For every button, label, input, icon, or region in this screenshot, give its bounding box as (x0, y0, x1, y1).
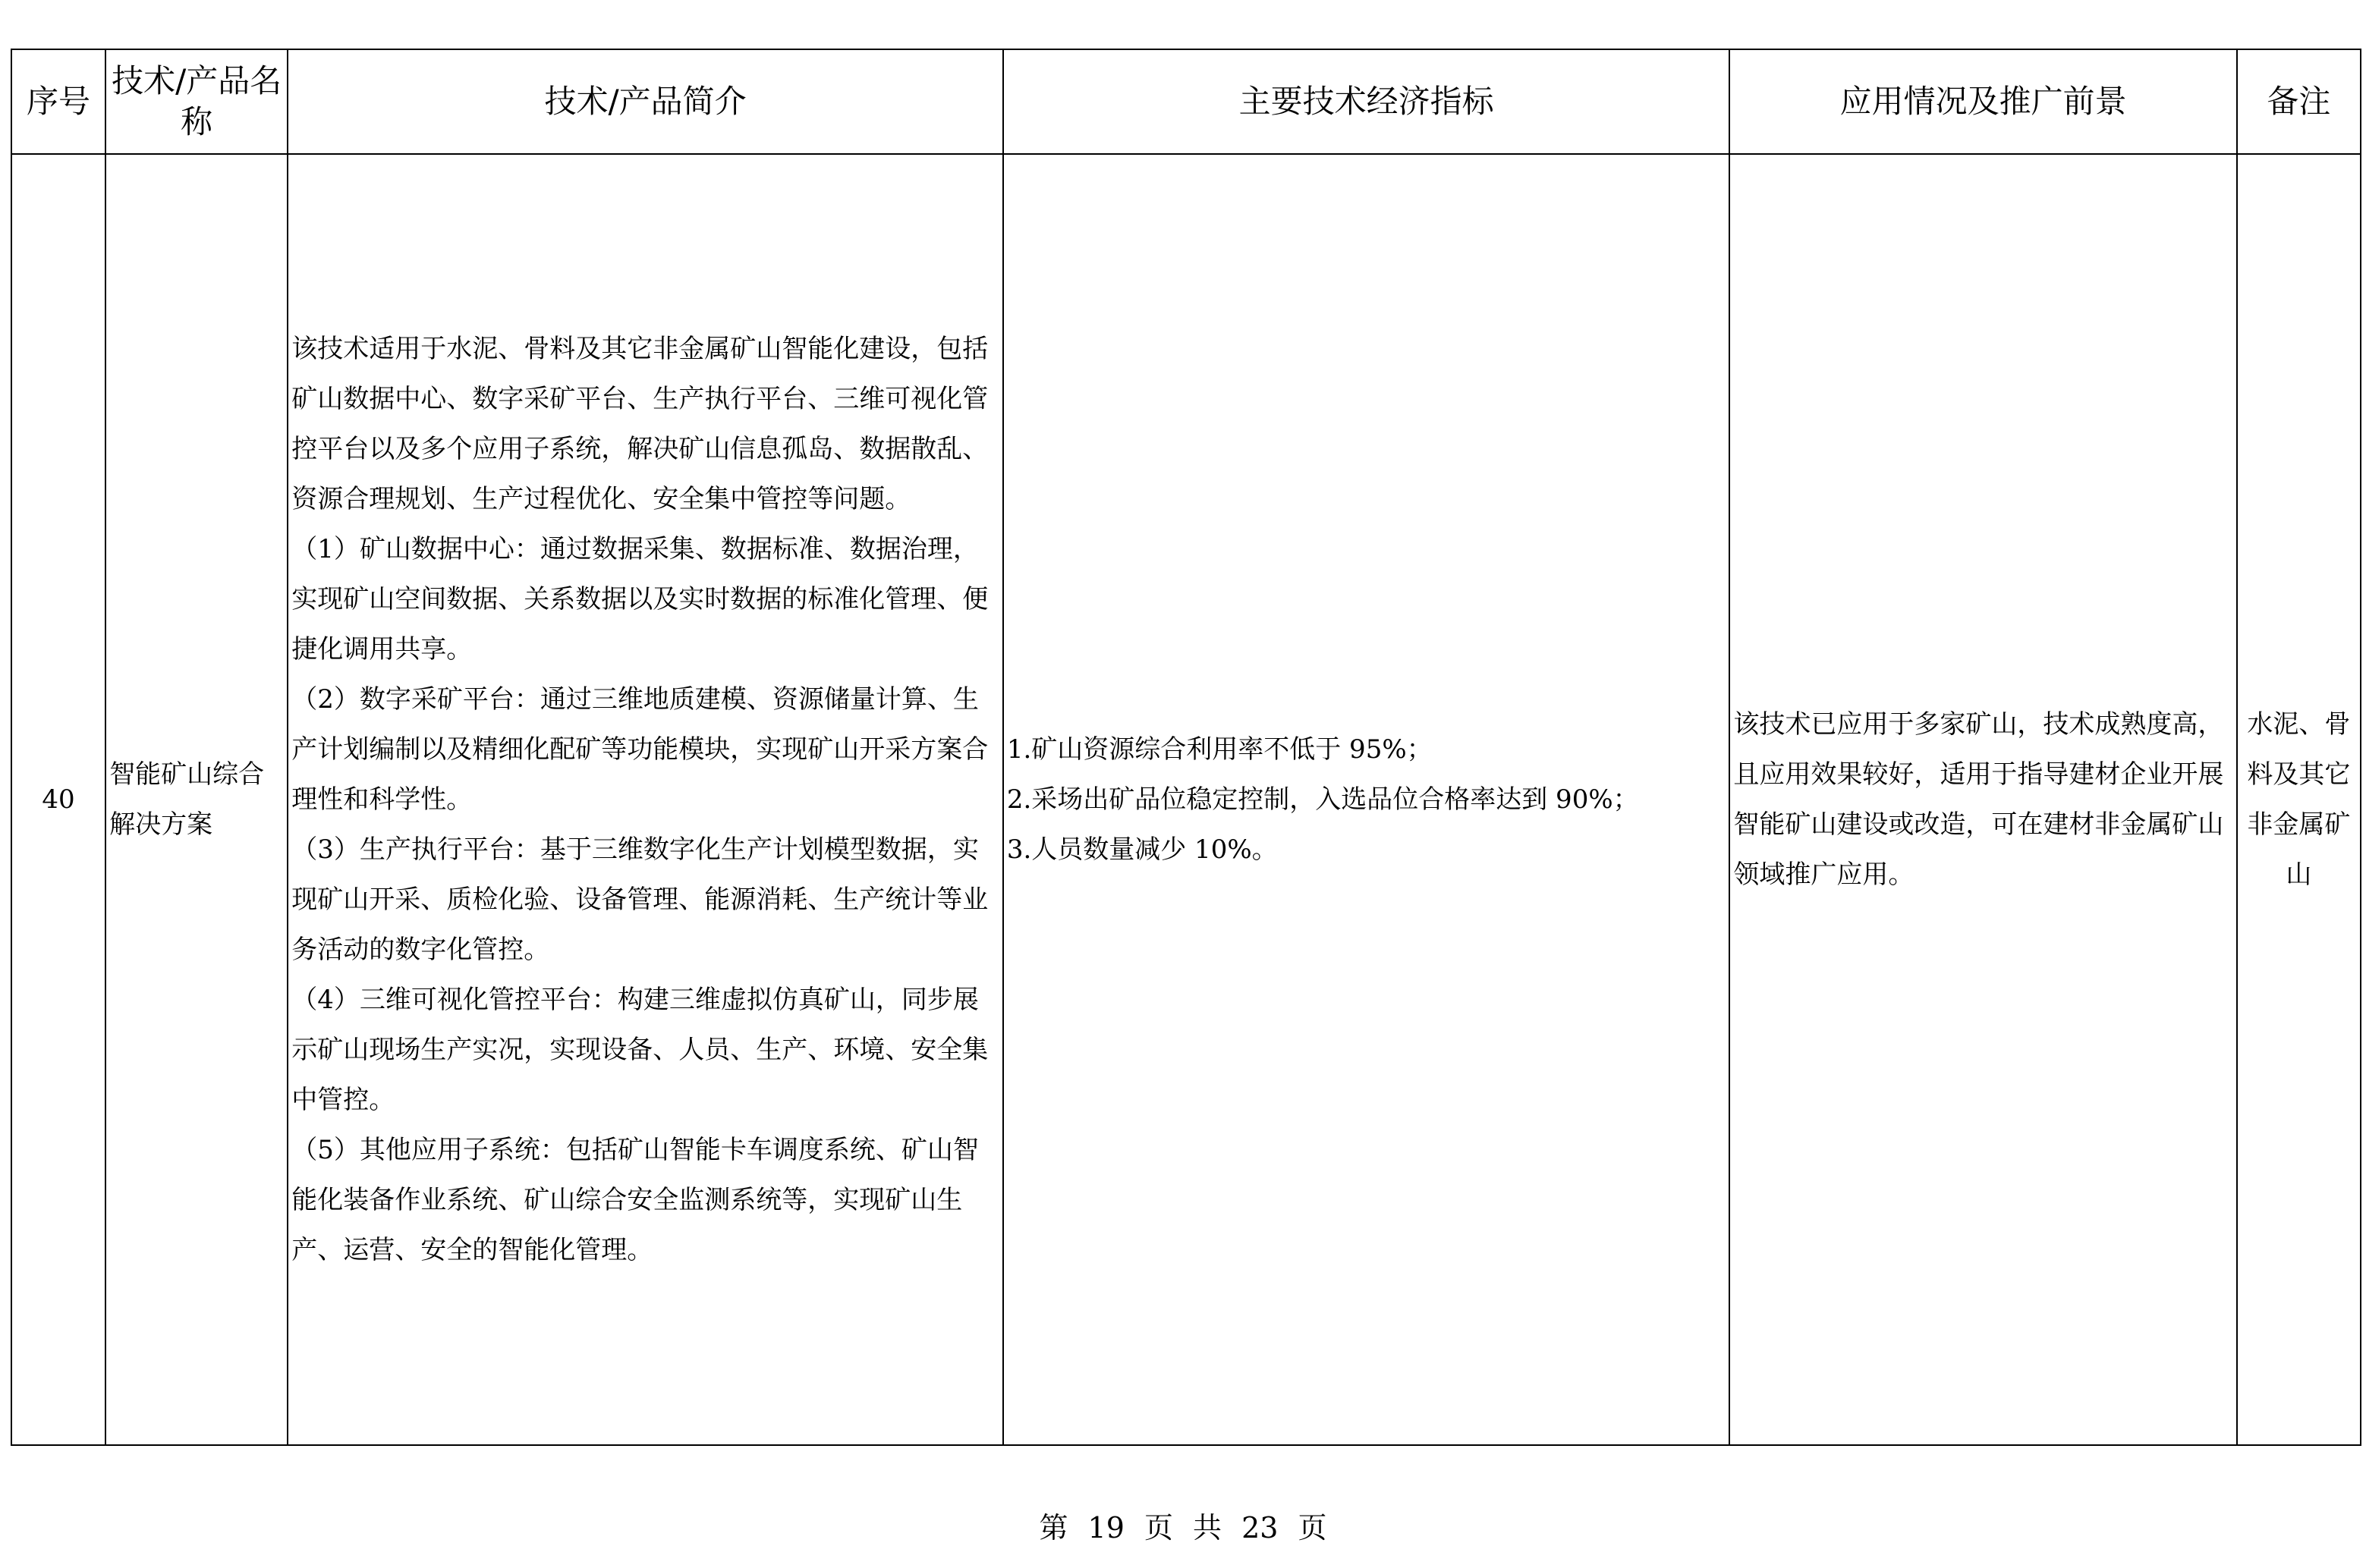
table-header-row (11, 49, 2361, 154)
header-name: 技术/产品名称 (105, 49, 288, 154)
intro-paragraph-production-execution: （3）生产执行平台：基于三维数字化生产计划模型数据，实现矿山开采、质检化验、设备管理、能源消耗、生产统计等业务活动的数字化管控。 (291, 834, 989, 965)
metric-item: 1.矿山资源综合利用率不低于 95%； (1006, 734, 1433, 765)
cell-index (11, 154, 105, 1445)
header-metrics: 主要技术经济指标 (1003, 49, 1730, 154)
cell-metrics (1003, 154, 1730, 1445)
header-remarks: 备注 (2237, 49, 2361, 154)
header-index: 序号 (11, 49, 105, 154)
intro-paragraph-data-center: （1）矿山数据中心：通过数据采集、数据标准、数据治理，实现矿山空间数据、关系数据以及实时数据的标准化管理、便捷化调用共享。 (291, 534, 989, 665)
cell-intro (288, 154, 1003, 1445)
intro-paragraph-digital-mining: （2）数字采矿平台：通过三维地质建模、资源储量计算、生产计划编制以及精细化配矿等功能模块，实现矿山开采方案合理性和科学性。 (291, 684, 989, 815)
table-row (11, 154, 2361, 1445)
technology-table (11, 49, 2361, 1446)
cell-remarks (2237, 154, 2361, 1445)
row-index: 40 (42, 784, 75, 815)
header-application: 应用情况及推广前景 (1729, 49, 2236, 154)
row-application: 该技术已应用于多家矿山，技术成熟度高，且应用效果较好，适用于指导建材企业开展智能矿山建设或改造，可在建材非金属矿山领域推广应用。 (1733, 709, 2224, 890)
metric-item: 3.人员数量减少 10%。 (1006, 834, 1278, 865)
row-metrics (1004, 724, 1729, 875)
intro-paragraph-overview: 该技术适用于水泥、骨料及其它非金属矿山智能化建设，包括矿山数据中心、数字采矿平台、生产执行平台、三维可视化管控平台以及多个应用子系统，解决矿山信息孤岛、数据散乱、资源合理规划、生产过程优化、安全集中管控等问题。 (291, 334, 989, 514)
row-name: 智能矿山综合解决方案 (109, 759, 265, 840)
cell-application (1729, 154, 2236, 1445)
intro-paragraph-subsystems: （5）其他应用子系统：包括矿山智能卡车调度系统、矿山智能化装备作业系统、矿山综合安全监测系统等，实现矿山生产、运营、安全的智能化管理。 (291, 1135, 979, 1265)
row-intro (288, 324, 1002, 1275)
header-intro: 技术/产品简介 (288, 49, 1003, 154)
intro-paragraph-3d-visualization: （4）三维可视化管控平台：构建三维虚拟仿真矿山，同步展示矿山现场生产实况，实现设备、人员、生产、环境、安全集中管控。 (291, 985, 989, 1115)
metric-item: 2.采场出矿品位稳定控制，入选品位合格率达到 90%； (1006, 784, 1639, 815)
page-number: 第 19 页 共 23 页 (1039, 1511, 1327, 1544)
row-remarks: 水泥、骨料及其它非金属矿山 (2247, 709, 2351, 890)
cell-name (105, 154, 288, 1445)
